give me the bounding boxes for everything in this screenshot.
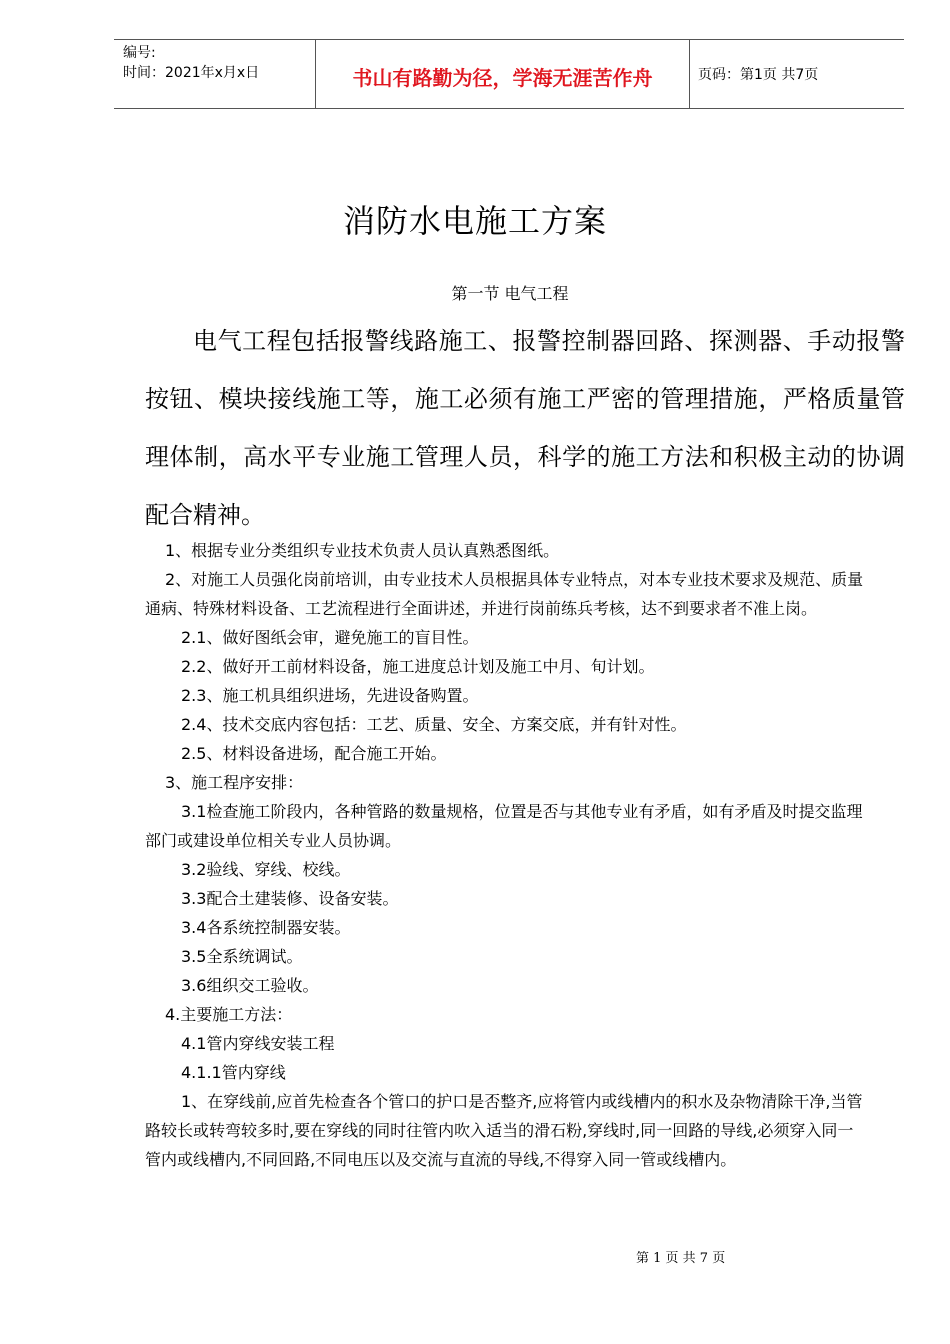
list-item: 3.6组织交工验收。 xyxy=(181,976,319,995)
page-footer: 第 1 页 共 7 页 xyxy=(636,1251,726,1266)
list-item: 4.主要施工方法： xyxy=(165,1005,293,1024)
document-body xyxy=(145,536,865,1174)
time-label: 时间：2021年x月x日 xyxy=(123,65,260,81)
list-item: 3.5全系统调试。 xyxy=(181,947,303,966)
list-item: 4.1管内穿线安装工程 xyxy=(181,1034,335,1053)
list-item: 3.1检查施工阶段内，各种管路的数量规格，位置是否与其他专业有矛盾，如有矛盾及时提交监理部门或建设单位相关专业人员协调。 xyxy=(145,802,863,850)
list-item: 2.1、做好图纸会审，避免施工的盲目性。 xyxy=(181,628,479,647)
code-label: 编号: xyxy=(123,45,156,61)
header-meta xyxy=(123,43,259,83)
list-item: 2.2、做好开工前材料设备，施工进度总计划及施工中月、旬计划。 xyxy=(181,657,655,676)
list-item: 3、施工程序安排： xyxy=(165,773,304,792)
header-divider xyxy=(689,40,690,108)
section-title: 第一节 电气工程 xyxy=(451,284,569,303)
document-title: 消防水电施工方案 xyxy=(342,202,607,240)
header-page-info: 页码：第1页 共7页 xyxy=(698,67,819,83)
list-item: 3.4各系统控制器安装。 xyxy=(181,918,351,937)
list-item: 4.1.1管内穿线 xyxy=(181,1063,286,1082)
list-item: 2、对施工人员强化岗前培训，由专业技术人员根据具体专业特点，对本专业技术要求及规范、质量通病、特殊材料设备、工艺流程进行全面讲述，并进行岗前练兵考核，达不到要求者不准上岗。 xyxy=(145,570,864,618)
list-item: 2.5、材料设备进场，配合施工开始。 xyxy=(181,744,447,763)
intro-paragraph: 电气工程包括报警线路施工、报警控制器回路、探测器、手动报警按钮、模块接线施工等，施工必须有施工严密的管理措施，严格质量管理体制，高水平专业施工管理人员，科学的施工方法和积极主动的协调配合精神。 xyxy=(145,327,905,529)
header-motto: 书山有路勤为径，学海无涯苦作舟 xyxy=(352,66,653,90)
list-item: 2.4、技术交底内容包括：工艺、质量、安全、方案交底，并有针对性。 xyxy=(181,715,687,734)
header-table xyxy=(114,39,904,109)
list-item: 1、在穿线前,应首先检查各个管口的护口是否整齐,应将管内或线槽内的积水及杂物清除干净,当管路较长或转弯较多时,要在穿线的同时往管内吹入适当的滑石粉,穿线时,同一回路的导线,必须穿入同一管内或线槽内,不同回路,不同电压以及交流与直流的导线,不得穿入同一管或线槽内。 xyxy=(145,1092,863,1169)
list-item: 1、根据专业分类组织专业技术负责人员认真熟悉图纸。 xyxy=(165,541,560,560)
list-item: 3.2验线、穿线、校线。 xyxy=(181,860,351,879)
list-item: 3.3配合土建装修、设备安装。 xyxy=(181,889,399,908)
list-item: 2.3、施工机具组织进场，先进设备购置。 xyxy=(181,686,479,705)
